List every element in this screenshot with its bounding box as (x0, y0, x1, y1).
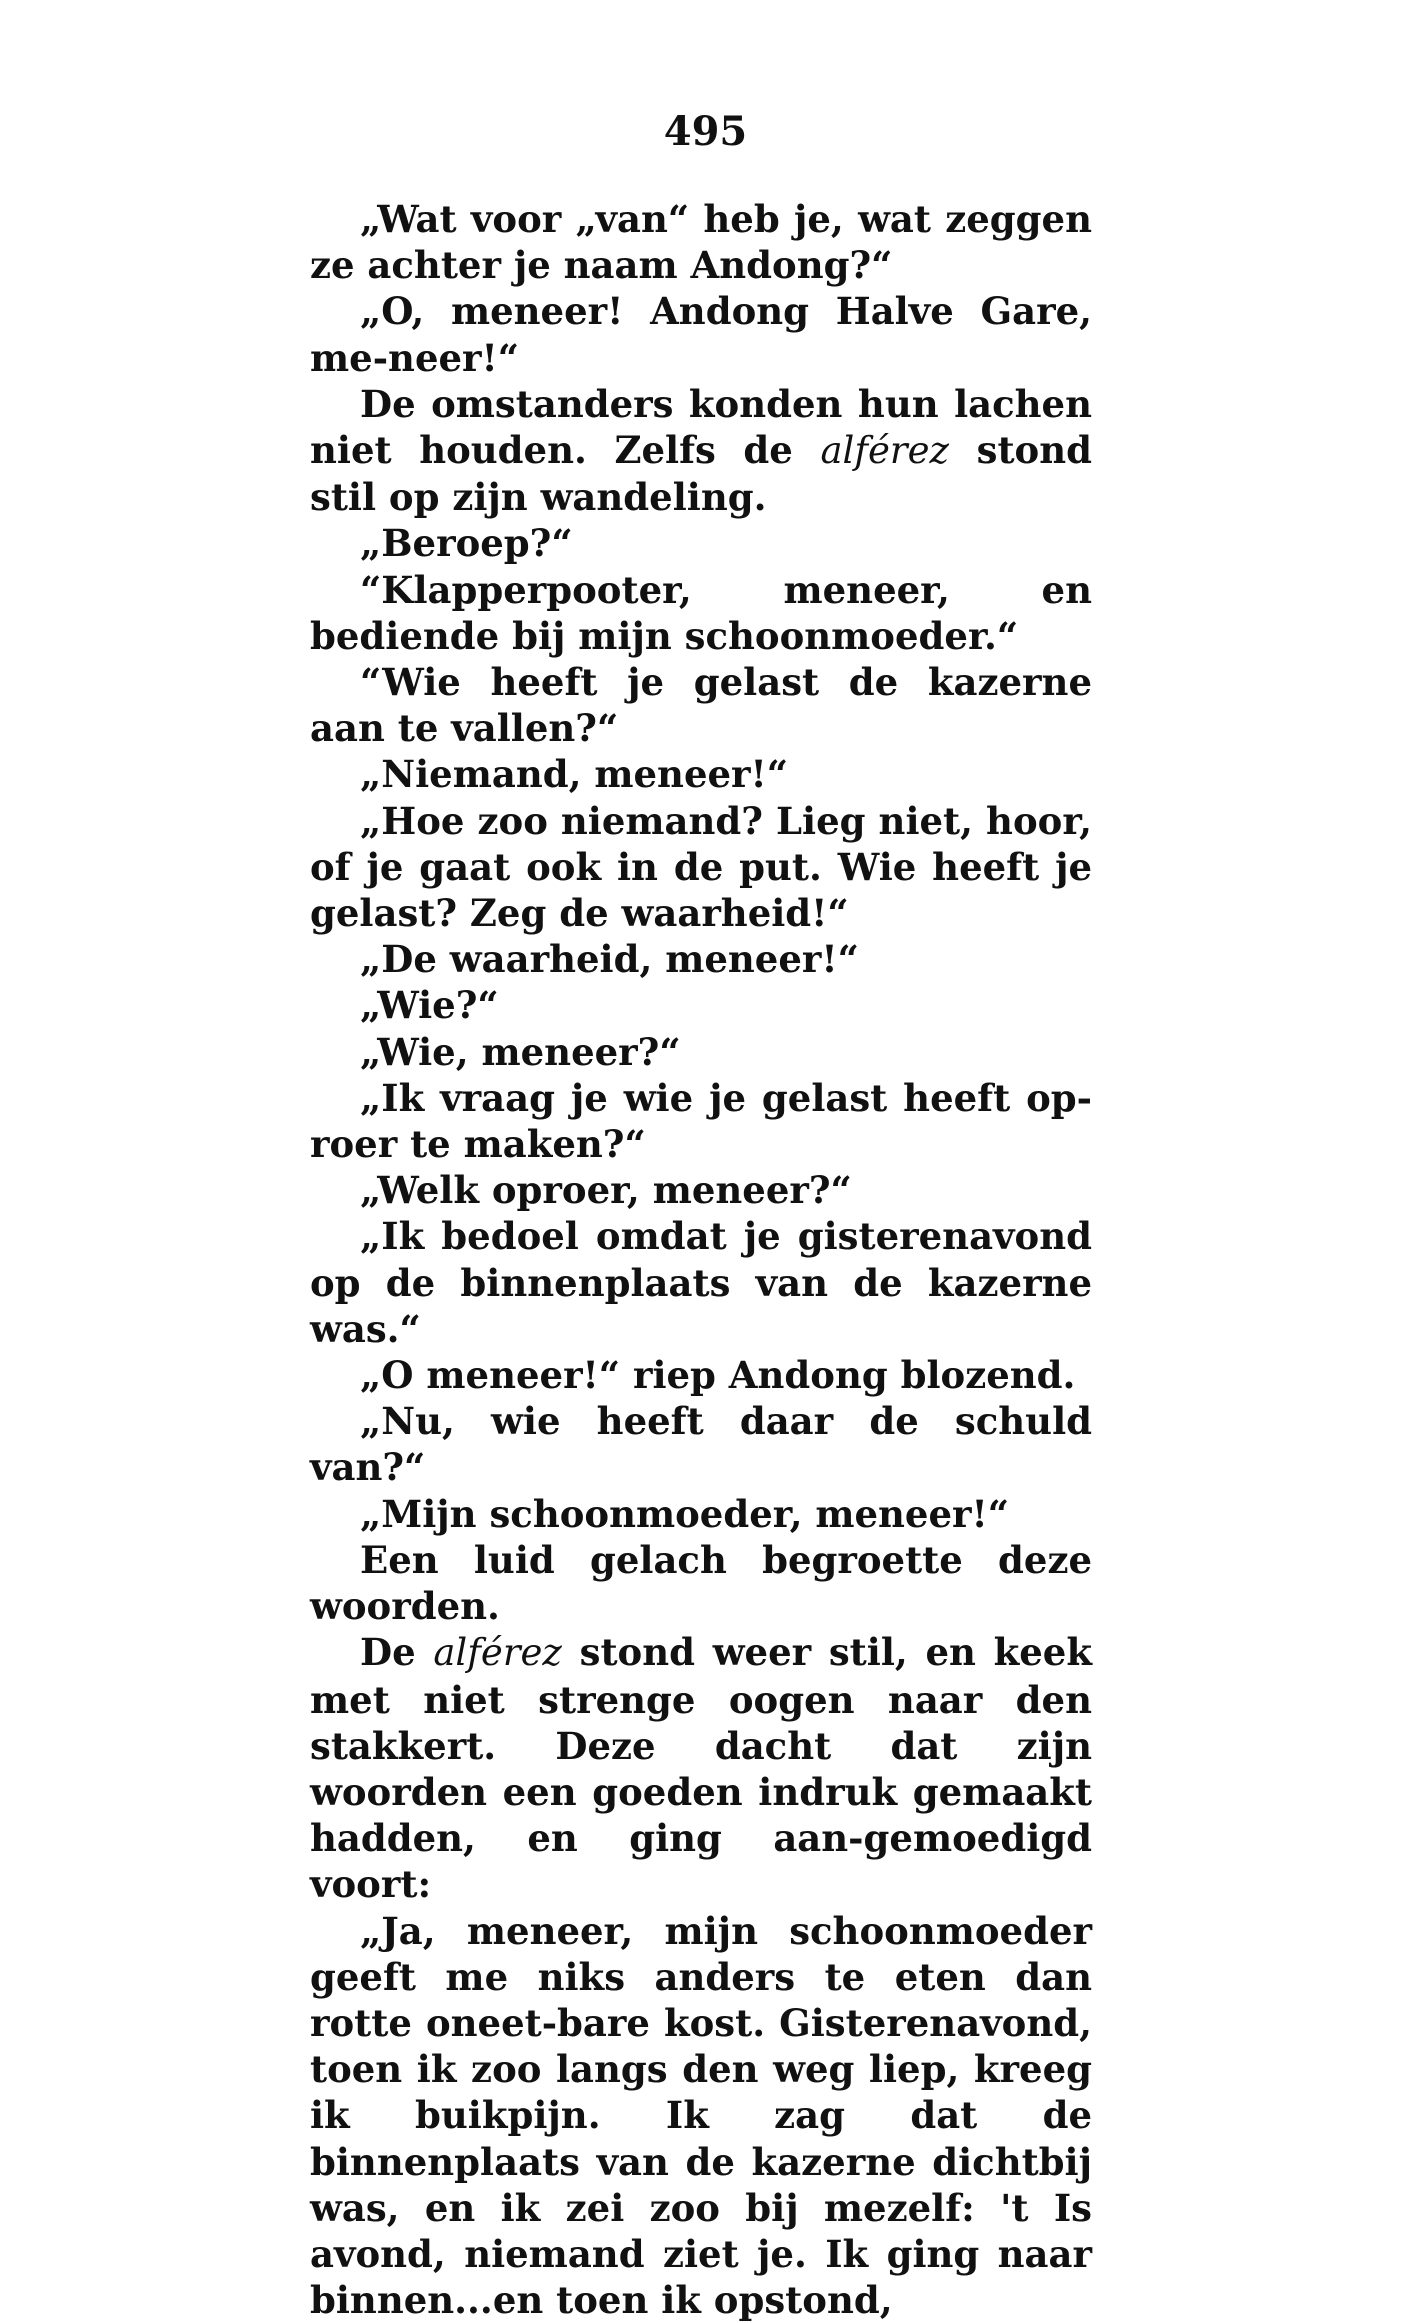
paragraph (310, 798, 1092, 937)
paragraph (310, 520, 1092, 566)
paragraph (310, 1167, 1092, 1213)
text-run: De omstanders konden hun lachen niet houden. Zelfs de (310, 381, 1092, 473)
paragraph (310, 982, 1092, 1028)
text-run: „De waarheid, meneer!“ (360, 937, 859, 982)
paragraph (310, 1075, 1092, 1167)
paragraph (310, 288, 1092, 380)
body-text (310, 196, 1092, 2323)
text-run: „Ja, meneer, mijn schoonmoeder geeft me niks anders te eten dan rotte oneet-bare kost. Gisterenavond, toen ik zoo langs den weg liep, kreeg ik buikpijn. Ik zag dat de binnenplaats van de kazerne dichtbij was, en ik zei zoo bij mezelf: 't Is avond, niemand ziet je. Ik ging naar binnen...en toen ik opstond, (310, 1908, 1092, 2323)
text-run: „Wie?“ (360, 983, 499, 1028)
text-run: „Mijn schoonmoeder, meneer!“ (360, 1491, 1010, 1536)
paragraph (310, 936, 1092, 982)
text-run: „Niemand, meneer!“ (360, 752, 789, 797)
paragraph (310, 381, 1092, 521)
paragraph (310, 1629, 1092, 1907)
paragraph (310, 1029, 1092, 1075)
paragraph (310, 1491, 1092, 1537)
paragraph (310, 196, 1092, 288)
paragraph (310, 1352, 1092, 1398)
paragraph (310, 1398, 1092, 1490)
text-run: De (360, 1630, 434, 1675)
page-number: 495 (663, 108, 748, 155)
text-run: “Wie heeft je gelast de kazerne aan te vallen?“ (310, 660, 1092, 751)
paragraph (310, 751, 1092, 797)
paragraph (310, 567, 1092, 659)
text-run: stond weer stil, en keek met niet strenge oogen naar den stakkert. Deze dacht dat zijn woorden een goeden indruk gemaakt hadden, en ging aan-gemoedigd voort: (310, 1630, 1092, 1907)
paragraph (310, 1537, 1092, 1629)
paragraph (310, 1213, 1092, 1352)
italic-text: alférez (820, 429, 950, 473)
italic-text: alférez (433, 1631, 562, 1675)
text-run: „Welk oproer, meneer?“ (360, 1168, 852, 1213)
text-run: „Wie, meneer?“ (360, 1029, 681, 1074)
text-run: „Hoe zoo niemand? Lieg niet, hoor, of je gaat ook in de put. Wie heeft je gelast? Zeg de waarheid!“ (310, 798, 1092, 936)
text-run: stond stil op zijn wandeling. (310, 428, 1092, 520)
paragraph (310, 659, 1092, 751)
text-run: „Ik bedoel omdat je gisterenavond op de binnenplaats van de kazerne was.“ (310, 1214, 1092, 1351)
text-run: “Klapperpooter, meneer, en bediende bij mijn schoonmoeder.“ (310, 567, 1092, 658)
text-run: Een luid gelach begroette deze woorden. (310, 1537, 1092, 1629)
text-run: „Wat voor „van“ heb je, wat zeggen ze achter je naam Andong?“ (310, 197, 1092, 288)
text-run: „Beroep?“ (360, 521, 573, 566)
paragraph (310, 1908, 1092, 2323)
text-run: „Ik vraag je wie je gelast heeft op-roer te maken?“ (310, 1075, 1092, 1167)
text-run: „O, meneer! Andong Halve Gare, me-neer!“ (310, 289, 1092, 380)
text-run: „Nu, wie heeft daar de schuld van?“ (310, 1399, 1092, 1490)
text-run: „O meneer!“ riep Andong blozend. (360, 1353, 1076, 1398)
